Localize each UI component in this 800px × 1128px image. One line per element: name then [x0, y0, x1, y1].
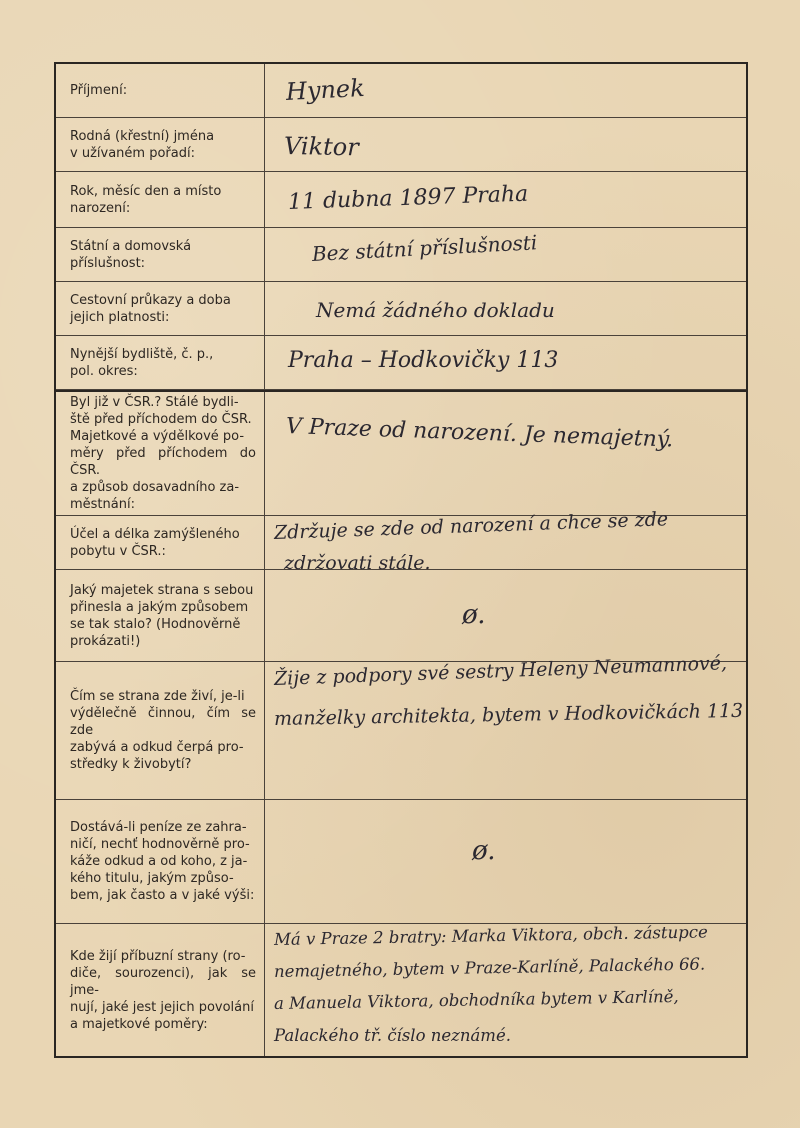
- value-travel-documents: [266, 282, 746, 335]
- value-previous-stay: [266, 392, 746, 515]
- handwritten-relatives-line2: nemajetného, bytem v Praze-Karlíně, Palackého 66.: [273, 954, 706, 981]
- row-foreign-money: [56, 800, 746, 924]
- handwritten-property: ø.: [462, 600, 486, 630]
- label-previous-stay: Byl již v ČSR.? Stálé bydli- ště před příchodem do ČSR. Majetkové a výdělkové po- měry před příchodem do ČSR. a způsob dosavadního za- městnání:: [56, 392, 265, 515]
- label-residence: Nynější bydliště, č. p., pol. okres:: [56, 336, 265, 389]
- label-property: Jaký majetek strana s sebou přinesla a jakým způsobem se tak stalo? (Hodnověrně prokázati!): [56, 570, 265, 661]
- label-given-names: Rodná (křestní) jména v užívaném pořadí:: [56, 118, 265, 171]
- handwritten-relatives-line4: Palackého tř. číslo neznámé.: [274, 1026, 511, 1045]
- label-foreign-money: Dostává-li peníze ze zahra- ničí, nechť hodnověrně pro- káže odkud a od koho, z ja- kého titulu, jakým způso- bem, jak často a v jaké výši:: [56, 800, 265, 923]
- personal-record-form: [54, 62, 748, 1058]
- row-livelihood: [56, 652, 746, 800]
- label-livelihood: Čím se strana zde živí, je-li výdělečně činnou, čím se zde zabývá a odkud čerpá pro- středky k živobytí?: [56, 662, 265, 799]
- handwritten-livelihood-line1: Žije z podpory své sestry Heleny Neumannové,: [273, 652, 728, 690]
- row-previous-stay: [56, 390, 746, 516]
- handwritten-foreign-money: ø.: [472, 836, 496, 866]
- value-property: [266, 570, 746, 661]
- row-relatives: [56, 924, 746, 1056]
- row-purpose: [56, 508, 746, 574]
- handwritten-purpose-line1: Zdržuje se zde od narození a chce se zde: [273, 508, 669, 544]
- handwritten-birth: 11 dubna 1897 Praha: [287, 181, 529, 215]
- handwritten-previous-stay: V Praze od narození. Je nemajetný.: [285, 414, 674, 453]
- handwritten-surname: Hynek: [285, 73, 366, 106]
- handwritten-travel-documents: Nemá žádného dokladu: [316, 298, 555, 322]
- row-residence: [56, 336, 746, 390]
- value-given-names: [266, 118, 746, 171]
- handwritten-nationality: Bez státní příslušnosti: [311, 230, 538, 266]
- value-surname: [266, 64, 746, 117]
- value-relatives: [266, 924, 746, 1056]
- handwritten-purpose-line2: zdržovati stále.: [284, 552, 431, 574]
- label-relatives: Kde žijí příbuzní strany (ro- diče, sourozenci), jak se jme- nují, jaké jest jejich povolání a majetkové poměry:: [56, 924, 265, 1056]
- row-birth: [56, 172, 746, 228]
- handwritten-relatives-line3: a Manuela Viktora, obchodníka bytem v Karlíně,: [273, 986, 679, 1013]
- label-surname: Příjmení:: [56, 64, 265, 117]
- value-purpose: [266, 508, 746, 574]
- row-property: [56, 570, 746, 662]
- row-travel-documents: [56, 282, 746, 336]
- label-birth: Rok, měsíc den a místo narození:: [56, 172, 265, 227]
- value-foreign-money: [266, 800, 746, 923]
- value-residence: [266, 336, 746, 389]
- handwritten-livelihood-line2: manželky architekta, bytem v Hodkovičkách 113: [273, 699, 744, 730]
- handwritten-relatives-line1: Má v Praze 2 bratry: Marka Viktora, obch. zástupce: [273, 922, 708, 949]
- value-livelihood: [266, 652, 746, 799]
- row-nationality: [56, 228, 746, 282]
- handwritten-residence: Praha – Hodkovičky 113: [288, 348, 559, 373]
- value-nationality: [266, 228, 746, 281]
- label-travel-documents: Cestovní průkazy a doba jejich platnosti:: [56, 282, 265, 335]
- label-purpose: Účel a délka zamýšleného pobytu v ČSR.:: [56, 516, 265, 569]
- handwritten-given-names: Viktor: [283, 132, 359, 162]
- value-birth: [266, 172, 746, 227]
- row-surname: [56, 64, 746, 118]
- label-nationality: Státní a domovská příslušnost:: [56, 228, 265, 281]
- row-given-names: [56, 118, 746, 172]
